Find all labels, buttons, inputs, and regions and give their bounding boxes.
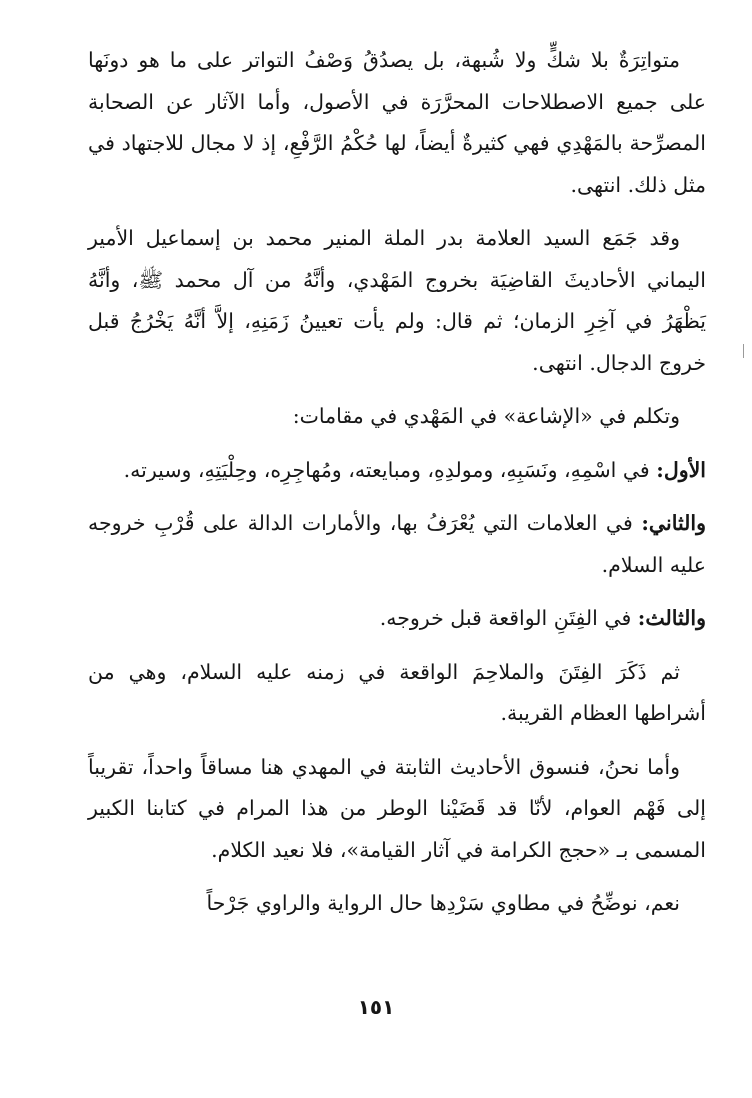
paragraph-2-text: وقد جَمَع السيد العلامة بدر الملة المنير محمد بن إسماعيل الأمير اليماني الأحاديثَ القاضِيَة بخروج المَهْدي، وأنَّهُ من آل محمد ﷺ، وأنَّهُ يَظْهَرُ في آخِرِ الزمان؛ ثم قال: ولم يأت تعيينُ زَمَنِهِ، إلاَّ أنَّهُ يَخْرُجُ قبل خروج الدجال. انتهى. (88, 226, 706, 375)
page-body (88, 40, 706, 937)
paragraph-8 (88, 747, 706, 872)
page-number: ١٥١ (357, 995, 395, 1019)
paragraph-8-text: وأما نحنُ، فنسوق الأحاديث الثابتة في المهدي هنا مساقاً واحداً، تقريباً إلى فَهْم العوام، لأنّا قد قَضَيْنا الوطر من هذا المرام في كتابنا الكبير المسمى بـ «حجج الكرامة في آثار القيامة»، فلا نعيد الكلام. (88, 754, 706, 862)
first-section-lead: الأول: (656, 457, 706, 482)
margin-mark (743, 344, 744, 358)
third-section-text: في الفِتَنِ الواقعة قبل خروجه. (379, 606, 638, 630)
paragraph-1 (88, 40, 706, 206)
paragraph-9 (88, 883, 706, 925)
paragraph-1-text: متواتِرَةٌ بلا شكٍّ ولا شُبهة، بل يصدُقُ وَصْفُ التواتر على ما هو دونَها على جميع الاصطلاحات المحرَّرَة في الأصول، وأما الآثار عن الصحابة المصرِّحة بالمَهْدِي فهي كثيرةٌ أيضاً، لها حُكْمُ الرَّفْعِ، إذ لا مجال للاجتهاد في مثل ذلك. انتهى. (88, 48, 706, 197)
paragraph-2 (88, 218, 706, 384)
paragraph-9-text: نعم، نوضِّحُ في مطاوي سَرْدِها حال الرواية والراوي جَرْحاً (206, 891, 680, 915)
third-section-lead: والثالث: (637, 606, 706, 630)
paragraph-third-section (88, 598, 706, 640)
second-section-lead: والثاني: (641, 511, 706, 535)
paragraph-first-section (88, 450, 706, 492)
first-section-text: في اسْمِهِ، ونَسَبِهِ، ومولدِهِ، ومبايعته، ومُهاجِرِه، وحِلْيَتِهِ، وسيرته. (123, 457, 657, 482)
paragraph-second-section (88, 503, 706, 586)
paragraph-7 (88, 652, 706, 735)
paragraph-3 (88, 396, 706, 438)
second-section-text: في العلامات التي يُعْرَفُ بها، والأمارات الدالة على قُرْبِ خروجه عليه السلام. (88, 511, 706, 577)
paragraph-7-text: ثم ذَكَرَ الفِتَنَ والملاحِمَ الواقعة في زمنه عليه السلام، وهي من أشراطها العظام القريبة. (88, 659, 706, 725)
paragraph-3-text: وتكلم في «الإشاعة» في المَهْدي في مقامات: (292, 404, 680, 428)
